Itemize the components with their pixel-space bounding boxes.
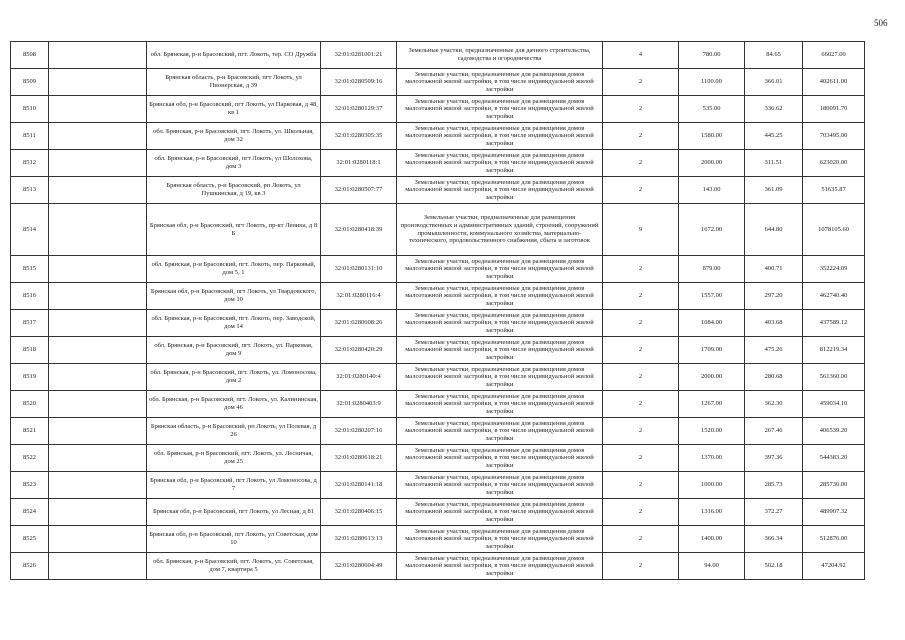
cadastral-value-cell: 703495.00 (803, 123, 865, 150)
address-cell: Брянская обл, р-н Брасовский, пгт Локоть, ул Советская, дом 10 (147, 526, 321, 553)
gap-cell (49, 123, 147, 150)
cadastral-value-cell: 437589.12 (803, 310, 865, 337)
row-number-cell: 8517 (11, 310, 49, 337)
address-cell: Брянская область, р-н Брасовский, рп Локоть, ул Пушкинская, д 19, кв 3 (147, 177, 321, 204)
cadastral-value-cell: 406539.20 (803, 418, 865, 445)
area-cell: 94.00 (679, 553, 745, 580)
address-cell: Брянская обл, р-н Брасовский, пгт Локоть, ул Парковая, д 48, кв 1 (147, 96, 321, 123)
address-cell: обл. Брянская, р-н Брасовский, пгт. Локоть, ул. Школьная, дом 32 (147, 123, 321, 150)
land-purpose-cell: Земельные участки, предназначенные для размещения домов малоэтажной жилой застройки, в том числе индивидуальной жилой застройки (397, 123, 603, 150)
specific-value-cell: 366.34 (745, 526, 803, 553)
cadastral-value-table (10, 41, 865, 580)
table-row (11, 499, 865, 526)
gap-cell (49, 69, 147, 96)
cadastral-value-cell: 462740.40 (803, 283, 865, 310)
category-code-cell: 2 (603, 445, 679, 472)
category-code-cell: 2 (603, 418, 679, 445)
address-cell: обл. Брянская, р-н Брасовский, пгт. Локоть, ул. Советская, дом 7, квартира 5 (147, 553, 321, 580)
specific-value-cell: 311.51 (745, 150, 803, 177)
specific-value-cell: 403.68 (745, 310, 803, 337)
table-row (11, 472, 865, 499)
row-number-cell: 8521 (11, 418, 49, 445)
specific-value-cell: 372.27 (745, 499, 803, 526)
table-row (11, 337, 865, 364)
address-cell: Брянская обл, р-н Брасовский, пгт Локоть, ул Ломоносова, д 7 (147, 472, 321, 499)
area-cell: 2000.00 (679, 364, 745, 391)
category-code-cell: 2 (603, 96, 679, 123)
row-number-cell: 8510 (11, 96, 49, 123)
table-body (11, 42, 865, 580)
area-cell: 1557.00 (679, 283, 745, 310)
land-purpose-cell: Земельные участки, предназначенные для размещения домов малоэтажной жилой застройки, в том числе индивидуальной жилой застройки (397, 310, 603, 337)
specific-value-cell: 366.01 (745, 69, 803, 96)
category-code-cell: 2 (603, 526, 679, 553)
specific-value-cell: 362.30 (745, 391, 803, 418)
land-purpose-cell: Земельные участки, предназначенные для размещения домов малоэтажной жилой застройки, в том числе индивидуальной жилой застройки (397, 391, 603, 418)
land-purpose-cell: Земельные участки, предназначенные для размещения домов малоэтажной жилой застройки, в том числе индивидуальной жилой застройки (397, 69, 603, 96)
area-cell: 143.00 (679, 177, 745, 204)
specific-value-cell: 502.18 (745, 553, 803, 580)
land-purpose-cell: Земельные участки, предназначенные для размещения домов малоэтажной жилой застройки, в том числе индивидуальной жилой застройки (397, 499, 603, 526)
land-purpose-cell: Земельные участки, предназначенные для размещения домов малоэтажной жилой застройки, в том числе индивидуальной жилой застройки (397, 364, 603, 391)
category-code-cell: 2 (603, 310, 679, 337)
specific-value-cell: 397.36 (745, 445, 803, 472)
specific-value-cell: 84.65 (745, 42, 803, 69)
row-number-cell: 8520 (11, 391, 49, 418)
cadastral-number-cell: 32:01:0280207:16 (321, 418, 397, 445)
specific-value-cell: 644.80 (745, 204, 803, 256)
area-cell: 1580.00 (679, 123, 745, 150)
specific-value-cell: 361.09 (745, 177, 803, 204)
land-purpose-cell: Земельные участки, предназначенные для размещения домов малоэтажной жилой застройки, в том числе индивидуальной жилой застройки (397, 472, 603, 499)
address-cell: Брянская обл, р-н Брасовский, пгт Локоть, ул Твардовского, дом 10 (147, 283, 321, 310)
cadastral-value-cell: 180091.70 (803, 96, 865, 123)
gap-cell (49, 177, 147, 204)
cadastral-number-cell: 32:01:0280618:21 (321, 445, 397, 472)
cadastral-number-cell: 32:01:0280141:18 (321, 472, 397, 499)
cadastral-value-cell: 544383.20 (803, 445, 865, 472)
cadastral-number-cell: 32:01:0280604:49 (321, 553, 397, 580)
table-row (11, 150, 865, 177)
area-cell: 2000.00 (679, 150, 745, 177)
gap-cell (49, 391, 147, 418)
cadastral-number-cell: 32:01:0280131:10 (321, 256, 397, 283)
gap-cell (49, 364, 147, 391)
land-purpose-cell: Земельные участки, предназначенные для размещения домов малоэтажной жилой застройки, в том числе индивидуальной жилой застройки (397, 553, 603, 580)
row-number-cell: 8515 (11, 256, 49, 283)
gap-cell (49, 553, 147, 580)
address-cell: обл. Брянская, р-н Брасовский, пгт. Локоть, тер. СО Дружба (147, 42, 321, 69)
row-number-cell: 8526 (11, 553, 49, 580)
land-purpose-cell: Земельные участки, предназначенные для дачного строительства, садоводства и огородничества (397, 42, 603, 69)
gap-cell (49, 283, 147, 310)
category-code-cell: 2 (603, 472, 679, 499)
table-row (11, 418, 865, 445)
cadastral-number-cell: 32:01:0280406:15 (321, 499, 397, 526)
table-row (11, 553, 865, 580)
cadastral-number-cell: 32:01:0280420:29 (321, 337, 397, 364)
area-cell: 1316.00 (679, 499, 745, 526)
table-row (11, 310, 865, 337)
cadastral-value-cell: 51635.87 (803, 177, 865, 204)
gap-cell (49, 310, 147, 337)
land-purpose-cell: Земельные участки, предназначенные для размещения домов малоэтажной жилой застройки, в том числе индивидуальной жилой застройки (397, 150, 603, 177)
table-row (11, 69, 865, 96)
table-row (11, 283, 865, 310)
table-row (11, 391, 865, 418)
area-cell: 1370.00 (679, 445, 745, 472)
row-number-cell: 8516 (11, 283, 49, 310)
address-cell: обл. Брянская, р-н Брасовский, пгт. Локоть, ул. Лесничая, дом 25 (147, 445, 321, 472)
category-code-cell: 2 (603, 364, 679, 391)
land-purpose-cell: Земельные участки, предназначенные для размещения домов малоэтажной жилой застройки, в том числе индивидуальной жилой застройки (397, 283, 603, 310)
cadastral-value-cell: 489907.32 (803, 499, 865, 526)
cadastral-value-cell: 402611.00 (803, 69, 865, 96)
specific-value-cell: 445.25 (745, 123, 803, 150)
address-cell: обл. Брянская, р-н Брасовский, пгт. Локоть, ул. Ломоносова, дом 2 (147, 364, 321, 391)
gap-cell (49, 337, 147, 364)
address-cell: Брянская обл, р-н Брасовский, пгт Локоть, пр-кт Ленина, д 8 Б (147, 204, 321, 256)
gap-cell (49, 499, 147, 526)
area-cell: 1709.00 (679, 337, 745, 364)
cadastral-number-cell: 32:01:0280507:77 (321, 177, 397, 204)
cadastral-value-cell: 561360.00 (803, 364, 865, 391)
address-cell: Брянская область, р-н Брасовский, пгт Локоть, ул Пионерская, д 39 (147, 69, 321, 96)
category-code-cell: 2 (603, 123, 679, 150)
category-code-cell: 2 (603, 150, 679, 177)
land-purpose-cell: Земельные участки, предназначенные для размещения производственных и административных зданий, строений, сооружений промышленности, коммунального хозяйства, материально-технического, продовольственного снабжения, сбыта и заготовок (397, 204, 603, 256)
cadastral-value-cell: 47204.92 (803, 553, 865, 580)
row-number-cell: 8524 (11, 499, 49, 526)
area-cell: 1100.00 (679, 69, 745, 96)
specific-value-cell: 280.68 (745, 364, 803, 391)
gap-cell (49, 526, 147, 553)
table-row (11, 364, 865, 391)
cadastral-value-cell: 66027.00 (803, 42, 865, 69)
cadastral-number-cell: 32:01:0280403:9 (321, 391, 397, 418)
gap-cell (49, 256, 147, 283)
table-row (11, 445, 865, 472)
address-cell: обл. Брянская, р-н Брасовский, пгт. Локоть, пер. Парковый, дом 5, 1 (147, 256, 321, 283)
cadastral-number-cell: 32:01:0280116:4 (321, 283, 397, 310)
gap-cell (49, 96, 147, 123)
area-cell: 1400.00 (679, 526, 745, 553)
table-row (11, 526, 865, 553)
category-code-cell: 2 (603, 283, 679, 310)
row-number-cell: 8512 (11, 150, 49, 177)
land-purpose-cell: Земельные участки, предназначенные для размещения домов малоэтажной жилой застройки, в том числе индивидуальной жилой застройки (397, 177, 603, 204)
cadastral-value-cell: 812219.34 (803, 337, 865, 364)
land-purpose-cell: Земельные участки, предназначенные для размещения домов малоэтажной жилой застройки, в том числе индивидуальной жилой застройки (397, 418, 603, 445)
category-code-cell: 4 (603, 42, 679, 69)
row-number-cell: 8518 (11, 337, 49, 364)
land-purpose-cell: Земельные участки, предназначенные для размещения домов малоэтажной жилой застройки, в том числе индивидуальной жилой застройки (397, 256, 603, 283)
gap-cell (49, 472, 147, 499)
category-code-cell: 2 (603, 256, 679, 283)
row-number-cell: 8519 (11, 364, 49, 391)
row-number-cell: 8523 (11, 472, 49, 499)
cadastral-number-cell: 32:01:0280509:16 (321, 69, 397, 96)
area-cell: 1000.00 (679, 472, 745, 499)
area-cell: 1084.00 (679, 310, 745, 337)
land-purpose-cell: Земельные участки, предназначенные для размещения домов малоэтажной жилой застройки, в том числе индивидуальной жилой застройки (397, 337, 603, 364)
cadastral-value-cell: 1078105.60 (803, 204, 865, 256)
cadastral-number-cell: 32:01:0280118:1 (321, 150, 397, 177)
row-number-cell: 8509 (11, 69, 49, 96)
cadastral-number-cell: 32:01:0280129:37 (321, 96, 397, 123)
land-purpose-cell: Земельные участки, предназначенные для размещения домов малоэтажной жилой застройки, в том числе индивидуальной жилой застройки (397, 445, 603, 472)
category-code-cell: 2 (603, 553, 679, 580)
category-code-cell: 2 (603, 337, 679, 364)
area-cell: 1520.00 (679, 418, 745, 445)
category-code-cell: 9 (603, 204, 679, 256)
land-purpose-cell: Земельные участки, предназначенные для размещения домов малоэтажной жилой застройки, в том числе индивидуальной жилой застройки (397, 526, 603, 553)
table-row (11, 256, 865, 283)
address-cell: обл. Брянская, р-н Брасовский, пгт. Локоть, пер. Заводской, дом 14 (147, 310, 321, 337)
cadastral-value-cell: 623020.00 (803, 150, 865, 177)
table-row (11, 42, 865, 69)
cadastral-number-cell: 32:01:0280418:39 (321, 204, 397, 256)
category-code-cell: 2 (603, 499, 679, 526)
row-number-cell: 8525 (11, 526, 49, 553)
area-cell: 780.00 (679, 42, 745, 69)
cadastral-value-cell: 285730.00 (803, 472, 865, 499)
category-code-cell: 2 (603, 177, 679, 204)
area-cell: 1672.00 (679, 204, 745, 256)
gap-cell (49, 204, 147, 256)
table-row (11, 96, 865, 123)
cadastral-number-cell: 32:01:0280305:35 (321, 123, 397, 150)
gap-cell (49, 445, 147, 472)
address-cell: Брянская обл, р-н Брасовский, пгт Локоть, ул Лесная, д 81 (147, 499, 321, 526)
area-cell: 879.00 (679, 256, 745, 283)
specific-value-cell: 400.71 (745, 256, 803, 283)
cadastral-value-cell: 512876.00 (803, 526, 865, 553)
address-cell: Брянская область, р-н Брасовский, рп Локоть, ул Полевая, д 26 (147, 418, 321, 445)
area-cell: 535.00 (679, 96, 745, 123)
category-code-cell: 2 (603, 69, 679, 96)
cadastral-number-cell: 32:01:0280613:13 (321, 526, 397, 553)
table-row (11, 177, 865, 204)
cadastral-value-cell: 459034.10 (803, 391, 865, 418)
cadastral-value-cell: 352224.09 (803, 256, 865, 283)
gap-cell (49, 150, 147, 177)
gap-cell (49, 418, 147, 445)
table-row (11, 204, 865, 256)
row-number-cell: 8511 (11, 123, 49, 150)
cadastral-number-cell: 32:01:0281001:21 (321, 42, 397, 69)
address-cell: обл. Брянская, р-н Брасовский, пгт. Локоть, ул. Калининская, дом 46 (147, 391, 321, 418)
specific-value-cell: 336.62 (745, 96, 803, 123)
cadastral-number-cell: 32:01:0280608:26 (321, 310, 397, 337)
land-purpose-cell: Земельные участки, предназначенные для размещения домов малоэтажной жилой застройки, в том числе индивидуальной жилой застройки (397, 96, 603, 123)
table-row (11, 123, 865, 150)
address-cell: обл. Брянская, р-н Брасовский, пгт Локоть, ул Шолохова, дом 3 (147, 150, 321, 177)
row-number-cell: 8513 (11, 177, 49, 204)
page-number: 506 (874, 18, 888, 28)
specific-value-cell: 297.20 (745, 283, 803, 310)
area-cell: 1267.00 (679, 391, 745, 418)
specific-value-cell: 285.73 (745, 472, 803, 499)
row-number-cell: 8514 (11, 204, 49, 256)
gap-cell (49, 42, 147, 69)
cadastral-number-cell: 32:01:0280140:4 (321, 364, 397, 391)
specific-value-cell: 267.46 (745, 418, 803, 445)
specific-value-cell: 475.26 (745, 337, 803, 364)
row-number-cell: 8522 (11, 445, 49, 472)
row-number-cell: 8508 (11, 42, 49, 69)
category-code-cell: 2 (603, 391, 679, 418)
address-cell: обл. Брянская, р-н Брасовский, пгт. Локоть, ул. Парковая, дом 9 (147, 337, 321, 364)
